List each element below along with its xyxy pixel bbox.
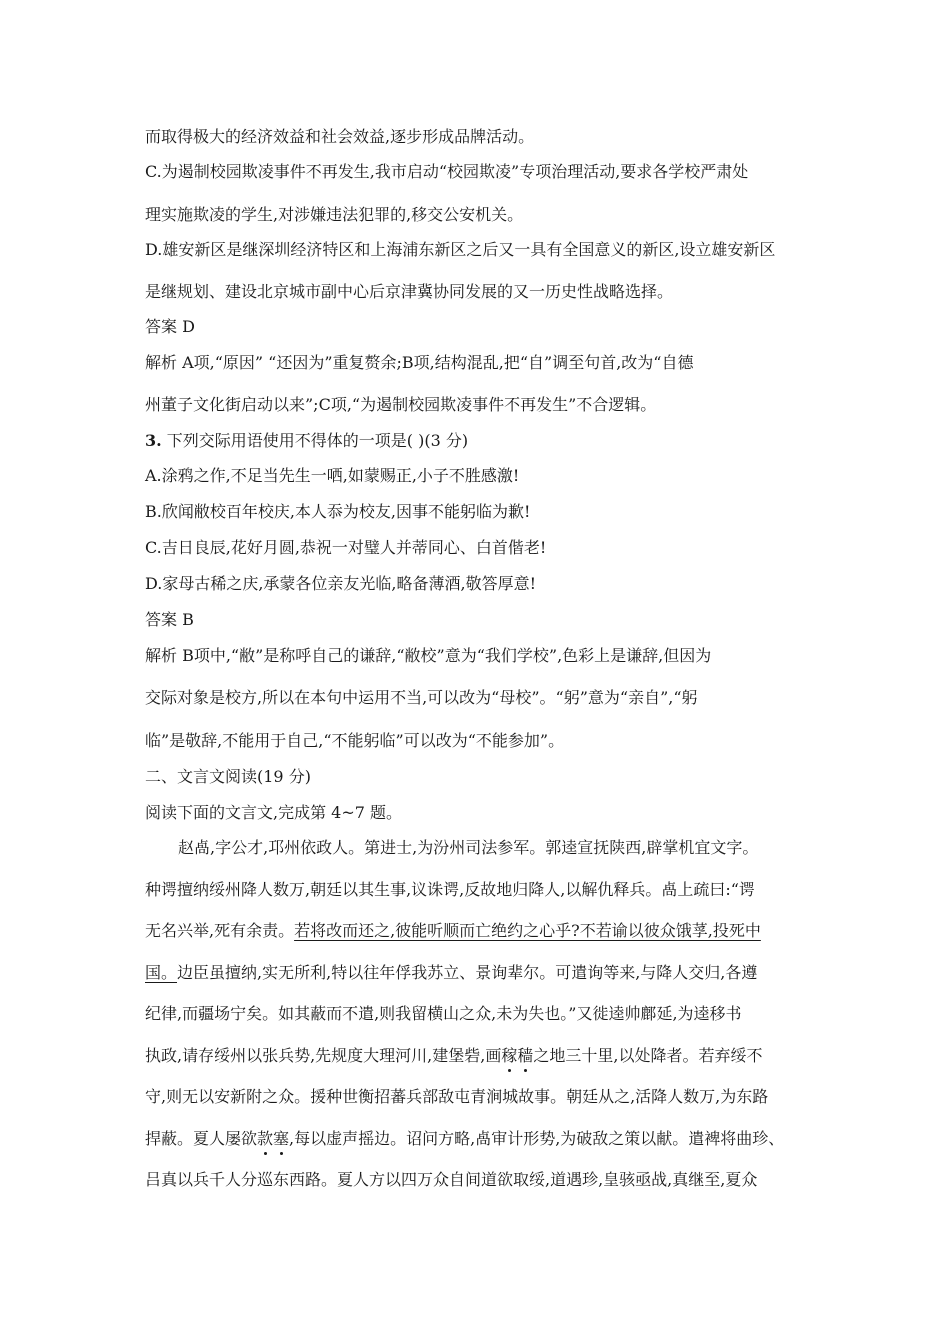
text-line: 临”是敬辞,不能用于自己,“不能躬临”可以改为“不能参加”。: [145, 731, 565, 750]
underlined-sentence: 若将改而还之,彼能听顺而亡绝约之心乎?不若谕以彼众饿莩,投死中: [294, 921, 761, 940]
passage-text: 无名兴举,死有余责。: [145, 921, 295, 940]
dotted-character: 稼: [501, 1046, 518, 1065]
passage-line: 吕真以兵千人分巡东西路。夏人方以四万众自间道欲取绥,道遇珍,皇骇亟战,真继至,夏众: [145, 1170, 758, 1189]
question-text: 下列交际用语使用不得体的一项是( )(3 分): [161, 431, 469, 450]
dotted-character: 穑: [517, 1046, 534, 1065]
passage-text: 边臣虽擅纳,实无所利,特以往年俘我苏立、景询辈尔。可遣询等来,与降人交归,各遵: [177, 963, 758, 982]
text-line: 理实施欺凌的学生,对涉嫌违法犯罪的,移交公安机关。: [145, 205, 524, 224]
question-number: 3.: [145, 431, 162, 450]
underlined-sentence: 国。: [145, 963, 178, 982]
passage-line: [145, 921, 761, 941]
option-a: A.涂鸦之作,不足当先生一哂,如蒙赐正,小子不胜感激!: [145, 466, 520, 485]
passage-line: [145, 1129, 784, 1149]
analysis-line: 解析 A项,“原因” “还因为”重复赘余;B项,结构混乱,把“自”调至句首,改为“自德: [145, 353, 694, 372]
text-line: 而取得极大的经济效益和社会效益,逐步形成品牌活动。: [145, 127, 535, 146]
instruction-line: 阅读下面的文言文,完成第 4~7 题。: [145, 803, 403, 822]
passage-line: 赵卨,字公才,邛州依政人。第进士,为汾州司法参军。郭逵宣抚陕西,辟掌机宜文字。: [178, 838, 759, 857]
passage-line: [145, 963, 757, 983]
option-c: C.为遏制校园欺凌事件不再发生,我市启动“校园欺凌”专项治理活动,要求各学校严肃处: [145, 162, 749, 181]
section-heading: 二、文言文阅读(19 分): [145, 767, 311, 786]
option-c: C.吉日良辰,花好月圆,恭祝一对璧人并蒂同心、白首偕老!: [145, 538, 547, 557]
option-d: D.雄安新区是继深圳经济特区和上海浦东新区之后又一具有全国意义的新区,设立雄安新区: [145, 240, 776, 259]
answer-line: 答案 B: [145, 610, 194, 629]
passage-line: [145, 1046, 762, 1066]
passage-text: 捍蔽。夏人屡欲: [145, 1129, 258, 1148]
passage-line: 守,则无以安新附之众。援种世衡招蕃兵部敌屯青涧城故事。朝廷从之,活降人数万,为东路: [145, 1087, 769, 1106]
text-line: 交际对象是校方,所以在本句中运用不当,可以改为“母校”。“躬”意为“亲自”,“躬: [145, 688, 698, 707]
passage-text: 执政,请存绥州以张兵势,先规度大理河川,建堡砦,画: [145, 1046, 502, 1065]
question-3: [145, 431, 468, 451]
passage-line: 种谔擅纳绥州降人数万,朝廷以其生事,议诛谔,反故地归降人,以解仇释兵。卨上疏曰:“谔: [145, 880, 755, 899]
dotted-character: 款: [257, 1129, 274, 1148]
option-d: D.家母古稀之庆,承蒙各位亲友光临,略备薄酒,敬答厚意!: [145, 574, 537, 593]
text-line: 是继规划、建设北京城市副中心后京津冀协同发展的又一历史性战略选择。: [145, 282, 674, 301]
dotted-character: 塞: [273, 1129, 290, 1148]
answer-line: 答案 D: [145, 317, 195, 336]
passage-line: 纪律,而疆场宁矣。如其蔽而不遣,则我留横山之众,未为失也。”又徙逵帅鄜延,为逵移书: [145, 1004, 742, 1023]
option-b: B.欣闻敝校百年校庆,本人忝为校友,因事不能躬临为歉!: [145, 502, 531, 521]
passage-text: ,每以虚声摇边。诏问方略,卨审计形势,为破敌之策以献。遣裨将曲珍、: [289, 1129, 785, 1148]
analysis-line: 解析 B项中,“敝”是称呼自己的谦辞,“敝校”意为“我们学校”,色彩上是谦辞,但因为: [145, 646, 712, 665]
text-line: 州董子文化街启动以来”;C项,“为遏制校园欺凌事件不再发生”不合逻辑。: [145, 395, 657, 414]
passage-text: 之地三十里,以处降者。若弃绥不: [533, 1046, 763, 1065]
